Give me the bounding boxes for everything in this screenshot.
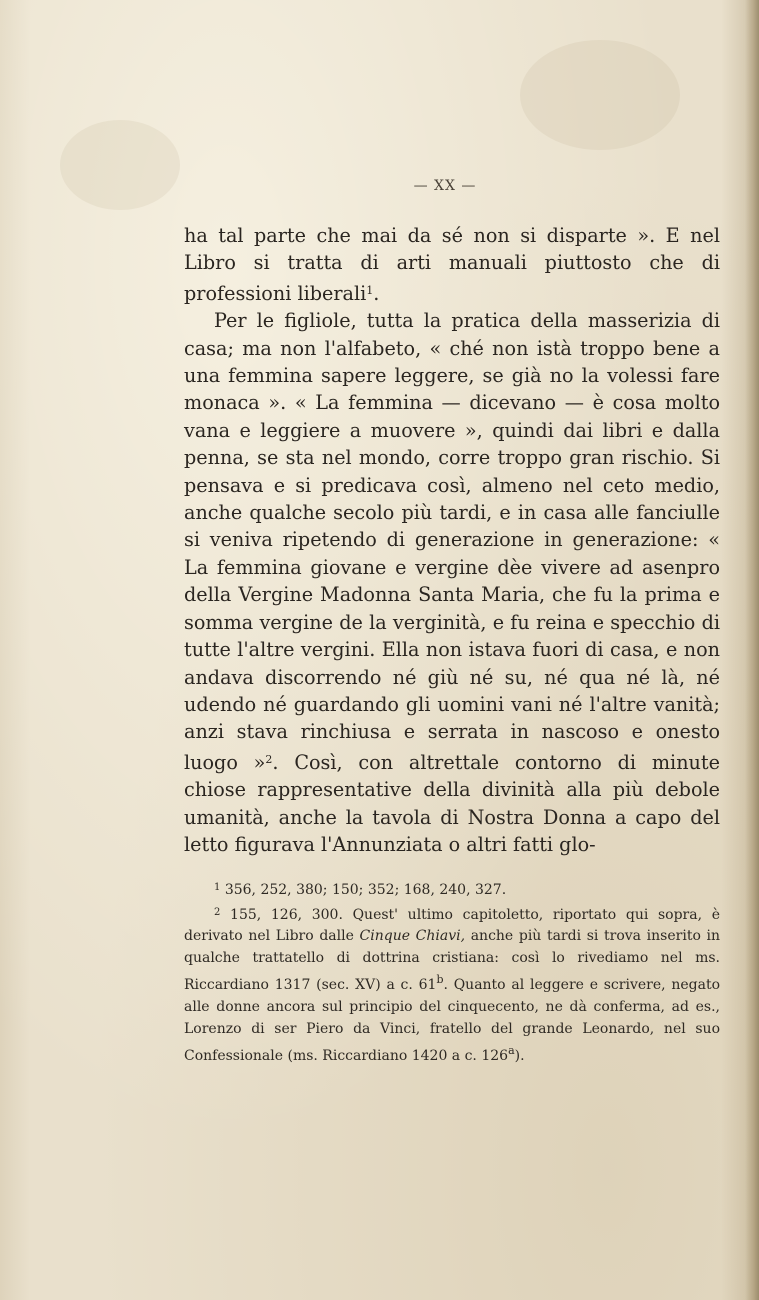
footnote-text: 356, 252, 380; 150; 352; 168, 240, 327.: [224, 882, 507, 898]
footnote: [184, 877, 720, 902]
footnote-ref: 1: [366, 283, 374, 297]
footnote-italic-title: Cinque Chiavi,: [359, 928, 466, 945]
footnote-mark: 1: [214, 882, 221, 893]
folio-mark: b: [436, 973, 444, 987]
folio-mark: a: [508, 1044, 515, 1058]
footnotes: [184, 877, 720, 1068]
page-edge-shadow: [745, 0, 759, 1300]
footnote-text: anche più tardi si trova inserito in qualche trattatello di dottrina cristiana: così lo rivediamo nel ms. Riccardiano 1317 (sec. XV) a c. 61: [184, 928, 721, 994]
page-number: — XX —: [413, 178, 477, 194]
main-text: [184, 222, 720, 858]
paragraph: [184, 307, 720, 858]
footnote: [184, 902, 720, 1068]
footnote-text: 155, 126, 300. Quest' ultimo capitoletto, riportato qui sopra, è derivato nel Libro dalle: [184, 906, 720, 945]
paragraph-text: Per le figliole, tutta la pratica della masserizia di casa; ma non l'alfabeto, « ché non istà troppo bene a una femmina sapere leggere, se già no la volessi fare monaca ». « La femmina — dicevano — è cosa molto vana e leggiere a muovere », quindi dai libri e dalla penna, se sta nel mondo, corre troppo gran rischio. Si pensava e si predicava così, almeno nel ceto medio, anche qualche secolo più tardi, e in casa alle fanciulle si veniva ripetendo di generazione in generazione: « La femmina giovane e vergine dèe vivere ad asenpro della Vergine Madonna Santa Maria, che fu la prima e somma vergine de la verginità, e fu reina e specchio di tutte l'altre vergini. Ella non istava fuori di casa, e non andava discorrendo né giù né su, né qua né là, né udendo né guardando gli uomini vani né l'altre vanità; anzi stava rinchiusa e serrata in nascoso e onesto luogo »: [184, 309, 720, 774]
footnote-ref: 2: [265, 752, 273, 766]
paragraph-text: .: [373, 281, 380, 305]
paper-stain: [520, 40, 680, 150]
paper-stain: [60, 120, 180, 210]
footnote-mark: 2: [214, 906, 221, 918]
footnote-text: . Quanto al leggere e scrivere, negato alle donne ancora sul principio del cinquecento, ne dà conferma, ad es., Lorenzo di ser Piero da Vinci, fratello del grande Leonardo, nel suo Confessionale (ms. Riccardiano 1420 a c. 126: [184, 977, 721, 1065]
footnote-text: ).: [514, 1048, 525, 1065]
paragraph-text: ha tal parte che mai da sé non si disparte ». E nel Libro si tratta di arti manuali piuttosto che di professioni liberali: [184, 224, 720, 305]
paragraph-text: . Così, con altrettale contorno di minute chiose rappresentative della divinità alla più debole umanità, anche la tavola di Nostra Donna a capo del letto figurava l'Annunziata o altri fatti glo-: [184, 750, 720, 856]
paragraph: [184, 222, 720, 307]
